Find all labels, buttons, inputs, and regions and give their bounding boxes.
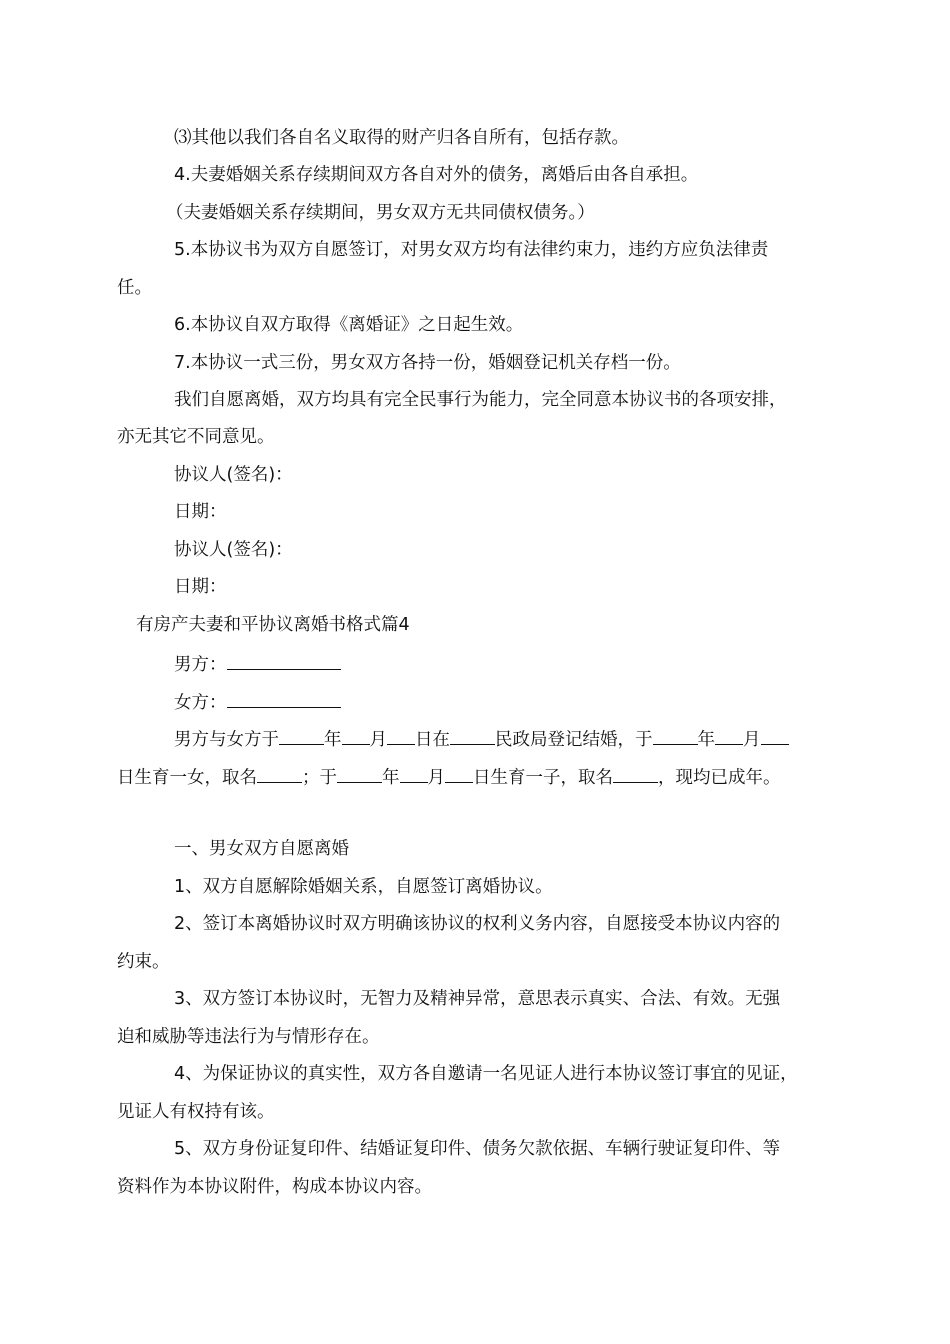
paragraph-no-joint-debts: （夫妻婚姻关系存续期间，男女双方无共同债权债务。） (166, 203, 595, 223)
date-line-1: 日期： (174, 502, 227, 522)
text-segment: 日生育一女，取名 (117, 768, 257, 788)
blank (613, 767, 658, 783)
paragraph-binding-line1: 5.本协议书为双方自愿签订，对男女双方均有法律约束力，违约方应负法律责 (174, 240, 769, 260)
blank (653, 729, 698, 745)
blank (400, 767, 428, 783)
text-segment: 月 (743, 730, 761, 750)
blank (342, 729, 370, 745)
female-party-line (174, 692, 341, 713)
text-segment: 月 (427, 768, 445, 788)
male-blank (227, 654, 341, 670)
blank (445, 767, 473, 783)
text-segment: 男方与女方于 (174, 730, 279, 750)
item-5-line1: 5、双方身份证复印件、结婚证复印件、债务欠款依据、车辆行驶证复印件、等 (174, 1139, 781, 1159)
text-segment: 年 (382, 768, 400, 788)
paragraph-voluntary-line1: 我们自愿离婚，双方均具有完全民事行为能力，完全同意本协议书的各项安排， (174, 390, 787, 410)
signature-line-1: 协议人(签名)： (174, 465, 293, 485)
item-2-line2: 约束。 (117, 952, 170, 972)
paragraph-property-savings: ⑶其他以我们各自名义取得的财产归各自所有，包括存款。 (174, 128, 629, 148)
male-party-line (174, 654, 341, 675)
blank (257, 767, 302, 783)
paragraph-binding-line2: 任。 (117, 278, 152, 298)
paragraph-voluntary-line2: 亦无其它不同意见。 (117, 427, 275, 447)
heading-voluntary-divorce: 一、男女双方自愿离婚 (174, 839, 349, 859)
text-segment: ，现均已成年。 (658, 768, 781, 788)
paragraph-copies: 7.本协议一式三份，男女双方各持一份，婚姻登记机关存档一份。 (174, 353, 681, 373)
blank (387, 729, 415, 745)
item-1: 1、双方自愿解除婚姻关系，自愿签订离婚协议。 (174, 877, 553, 897)
blank (337, 767, 382, 783)
blank (715, 729, 743, 745)
blank (279, 729, 324, 745)
marriage-line-1 (174, 729, 789, 750)
section-title: 有房产夫妻和平协议离婚书格式篇4 (136, 615, 410, 635)
item-3-line1: 3、双方签订本协议时，无智力及精神异常，意思表示真实、合法、有效。无强 (174, 989, 781, 1009)
text-segment: 民政局登记结婚，于 (495, 730, 653, 750)
paragraph-effective: 6.本协议自双方取得《离婚证》之日起生效。 (174, 315, 524, 335)
female-label: 女方： (174, 693, 227, 713)
signature-line-2: 协议人(签名)： (174, 540, 293, 560)
blank (761, 729, 789, 745)
marriage-line-2 (117, 767, 781, 788)
item-5-line2: 资料作为本协议附件，构成本协议内容。 (117, 1177, 432, 1197)
item-4-line1: 4、为保证协议的真实性，双方各自邀请一名见证人进行本协议签订事宜的见证， (174, 1064, 798, 1084)
item-3-line2: 迫和威胁等违法行为与情形存在。 (117, 1027, 380, 1047)
text-segment: 年 (697, 730, 715, 750)
date-line-2: 日期： (174, 577, 227, 597)
female-blank (227, 692, 341, 708)
blank (450, 729, 495, 745)
male-label: 男方： (174, 655, 227, 675)
text-segment: 日在 (415, 730, 450, 750)
text-segment: 日生育一子，取名 (473, 768, 613, 788)
text-segment: 年 (324, 730, 342, 750)
text-segment: 月 (369, 730, 387, 750)
text-segment: ；于 (302, 768, 337, 788)
item-2-line1: 2、签订本离婚协议时双方明确该协议的权利义务内容，自愿接受本协议内容的 (174, 914, 781, 934)
paragraph-debts: 4.夫妻婚姻关系存续期间双方各自对外的债务，离婚后由各自承担。 (174, 165, 699, 185)
item-4-line2: 见证人有权持有该。 (117, 1102, 275, 1122)
